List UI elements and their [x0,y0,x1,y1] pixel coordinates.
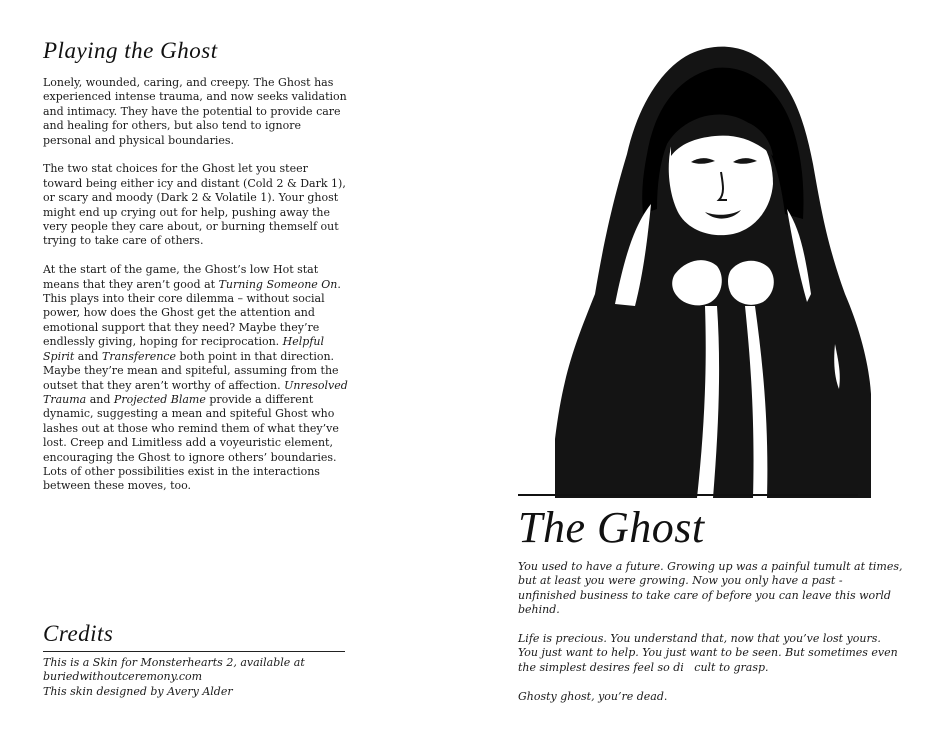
paragraph-dilemma [43,263,348,494]
page-title: The Ghost [518,494,858,554]
text-run: At the start of the game, the Ghost’s low Hot stat means that they aren’t good at [43,263,319,291]
credit-line-skin: This is a Skin for Monsterhearts 2, available at buriedwithoutceremony.com [43,656,305,684]
text-run: and [74,349,102,363]
credits-section [43,619,345,699]
credits-title: Credits [43,619,345,652]
move-name-transference: Transference [101,349,176,363]
credit-line-author: This skin designed by Avery Alder [43,684,233,698]
paragraph-stats: The two stat choices for the Ghost let you steer toward being either icy and distant (Cold 2 & Dark 1), or scary and moody (Dark 2 & Volatile 1). Your ghost might end up crying out for help, pushing away the very people they care about, or burning themself out trying to take care of others. [43,162,346,248]
text-run: both point in that direction. Maybe they’re mean and spiteful, assuming from the outset that they aren’t worthy of affection. [43,349,339,392]
text-run: and [86,392,114,406]
ghost-paragraph-dead: Ghosty ghost, you’re dead. [518,689,668,703]
move-name-helpful-spirit: Helpful Spirit [43,335,325,363]
move-name-turning-someone-on: Turning Someone On [218,277,338,291]
paragraph-intro: Lonely, wounded, caring, and creepy. The Ghost has experienced intense trauma, and now seeks validation and intimacy. They have the potential to provide care and healing for others, but also tend to ignore personal and physical boundaries. [43,76,347,147]
ghost-paragraph-life: Life is precious. You understand that, now that you’ve lost yours. You just want to help. You just want to be seen. But sometimes even the simplest desires feel so di cult to grasp. [518,632,898,674]
move-name-unresolved-trauma: Unresolved Trauma [43,378,348,406]
section-title-playing-the-ghost: Playing the Ghost [43,38,218,63]
text-run: . This plays into their core dilemma – without social power, how does the Ghost get the attention and emotional support that they need? Maybe they’re endlessly giving, hoping for reciprocation. [43,277,341,349]
ghost-illustration [555,44,871,498]
ghost-paragraph-future: You used to have a future. Growing up was a painful tumult at times, but at least you were growing. Now you only have a past - unfinished business to take care of before you can leave this world behind. [518,560,903,617]
left-column [43,36,348,508]
text-run: provide a different dynamic, suggesting a mean and spiteful Ghost who lashes out at those who remind them of what they’ve lost. Creep and Limitless add a voyeuristic element, encouraging the Ghost to ignore others’ boundaries. Lots of other possibilities exist in the interactions between these moves, too. [43,392,339,493]
ghost-intro-block [518,494,903,718]
move-name-projected-blame: Projected Blame [113,392,206,406]
